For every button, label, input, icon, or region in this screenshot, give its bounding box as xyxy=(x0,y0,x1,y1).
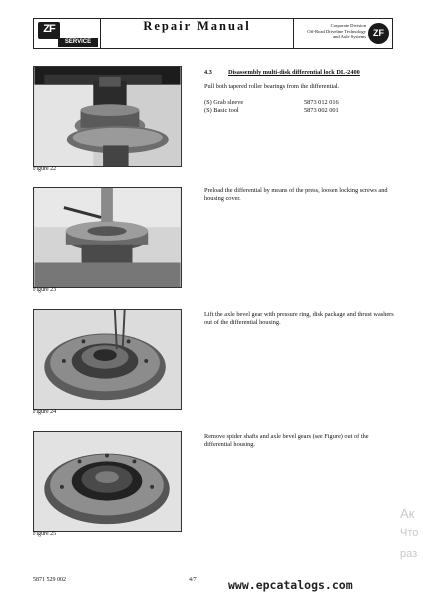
step-3-text: Lift the axle bevel gear with pressure ring, disk package and thrust washers out of the differential housing. xyxy=(204,311,394,326)
figure-24-photo xyxy=(33,309,182,410)
page-header xyxy=(33,18,393,49)
zf-service-logo xyxy=(34,19,101,48)
tool-part-number: 5873 012 016 xyxy=(304,99,339,106)
bearing-puller-illustration xyxy=(34,67,181,166)
zf-logo-text: ZF xyxy=(43,23,55,35)
step-1-text: Pull both tapered roller bearings from the differential. xyxy=(204,83,340,90)
figure-25-photo xyxy=(33,431,182,532)
watermark-link[interactable]: www.epcatalogs.com xyxy=(228,578,353,592)
page-number: 4/7 xyxy=(189,577,197,583)
zf-round-logo xyxy=(368,23,389,44)
tool-part-number: 5873 002 001 xyxy=(304,106,339,114)
special-tools-list xyxy=(204,99,339,114)
step-4-text: Remove spider shafts and axle bevel gears (see Figure) out of the differential housing. xyxy=(204,433,369,448)
tool-name: (S) Grab sleeve xyxy=(204,99,244,106)
section-heading xyxy=(204,69,360,76)
corporate-division-text xyxy=(296,23,366,40)
figure-23-photo xyxy=(33,187,182,288)
overlay-text-3: раз xyxy=(400,548,418,560)
step-2-text: Preload the differential by means of the press, loosen locking screws and housing cover. xyxy=(204,187,388,202)
section-number: 4.3 xyxy=(204,69,212,76)
figure-23-caption: Figure 23 xyxy=(33,287,57,293)
figure-22-photo xyxy=(33,66,182,167)
overlay-text-2: Что xyxy=(400,527,419,539)
spider-shaft-removal-illustration xyxy=(34,432,181,531)
tool-row xyxy=(204,107,339,115)
manual-title: Repair Manual xyxy=(101,19,294,48)
section-title: Disassembly multi-disk differential lock DL-2400 xyxy=(228,69,360,76)
bevel-gear-lift-illustration xyxy=(34,310,181,409)
corp-line-1: Corporate Division xyxy=(330,23,366,28)
overlay-text-1: Ак xyxy=(400,506,415,521)
tool-row xyxy=(204,99,339,107)
zf-logo-badge xyxy=(38,22,60,39)
press-preload-illustration xyxy=(34,188,181,287)
corp-line-3: and Axle Systems xyxy=(333,34,366,40)
corp-line-2: Off-Road Driveline Technology xyxy=(307,28,366,34)
figure-25-caption: Figure 25 xyxy=(33,531,57,537)
service-label: SERVICE xyxy=(58,38,98,47)
zf-round-logo-text: ZF xyxy=(373,28,384,38)
figure-24-caption: Figure 24 xyxy=(33,409,57,415)
tool-name: (S) Basic tool xyxy=(204,106,239,114)
document-number: 5871 529 002 xyxy=(33,577,66,583)
figure-22-caption: Figure 22 xyxy=(33,166,57,172)
